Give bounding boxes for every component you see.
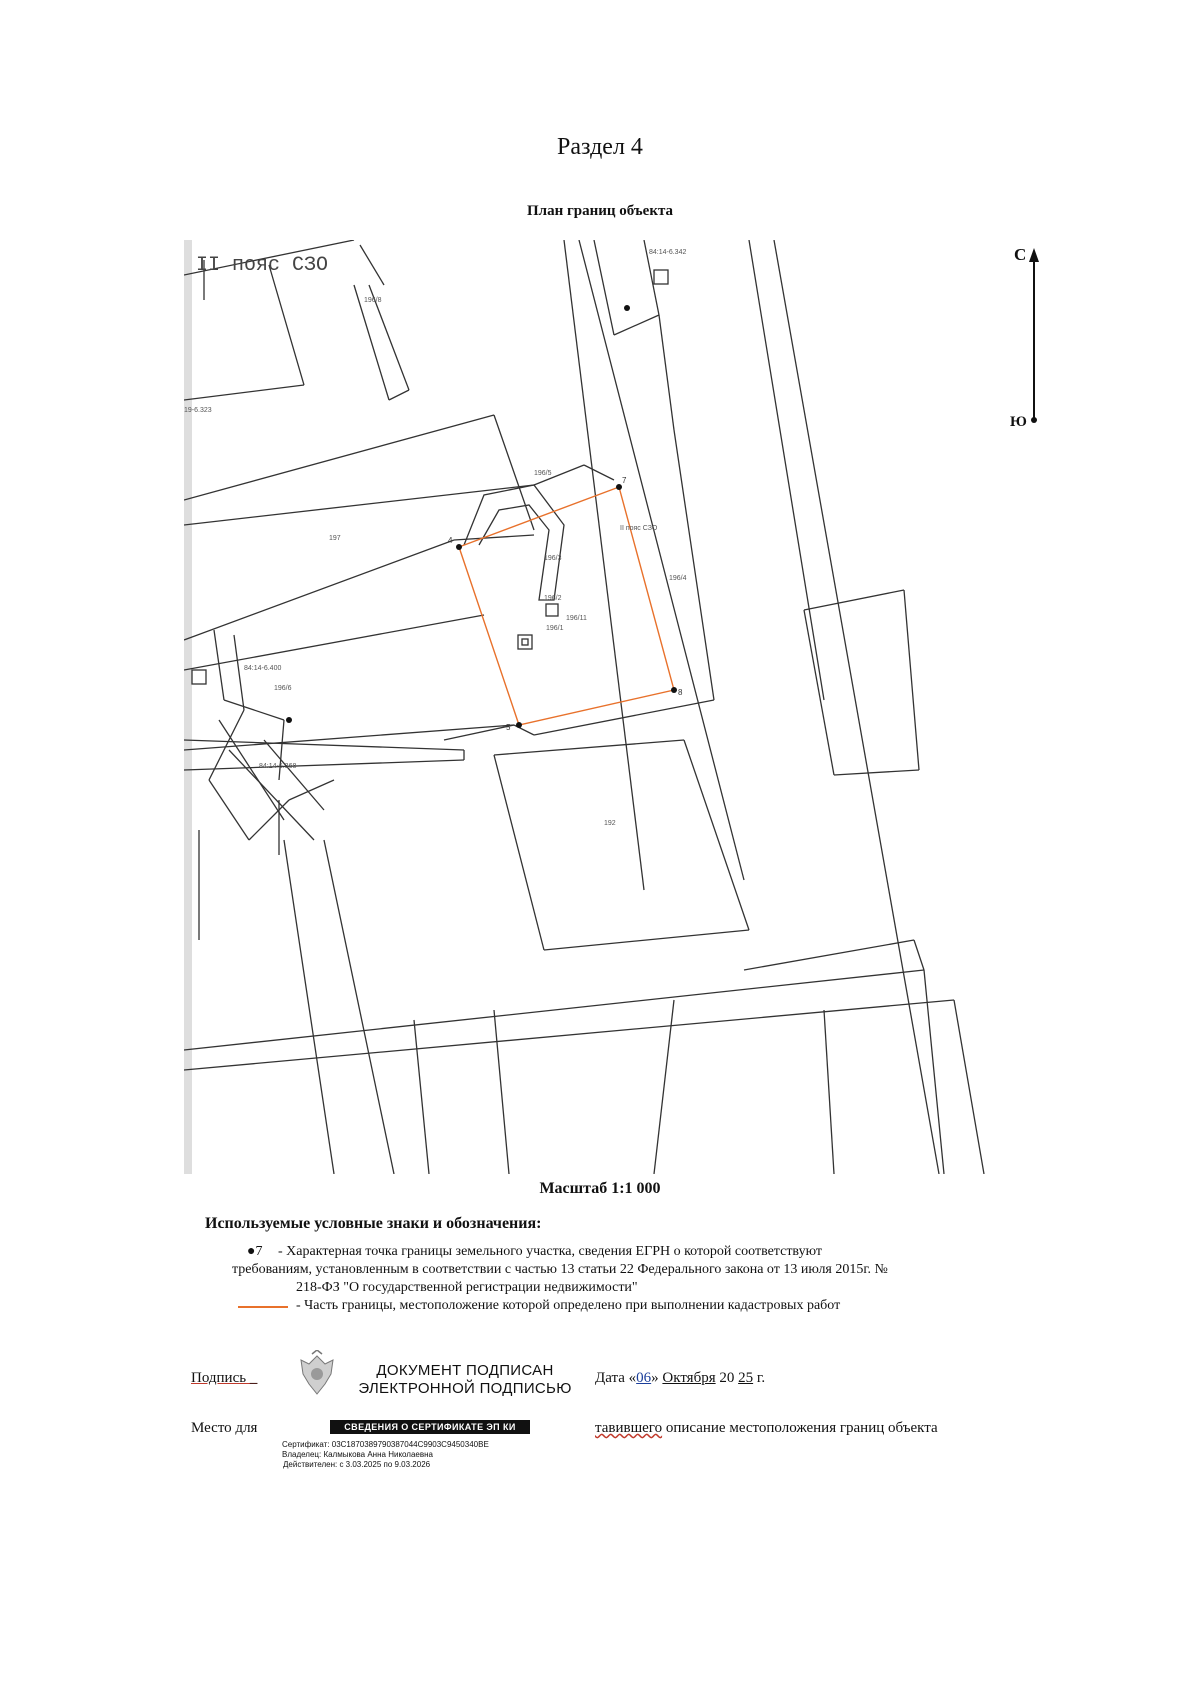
parcel-label: 84:14-6.342 xyxy=(649,249,687,256)
parcel-label: 196/4 xyxy=(669,575,687,582)
cadastral-plan xyxy=(184,240,1050,1174)
legend-item-point: - Характерная точка границы земельного участка, сведения ЕГРН о которой соответствуют xyxy=(278,1244,822,1259)
place-continuation xyxy=(595,1420,938,1437)
legend-heading: Используемые условные знаки и обозначения: xyxy=(205,1215,542,1232)
north-label: С xyxy=(1014,245,1027,264)
scale-label: Масштаб 1:1 000 xyxy=(539,1180,661,1197)
point-marker-symbol: ●7 xyxy=(247,1244,263,1259)
parcel-label: 19-6.323 xyxy=(184,407,212,414)
certificate-validity: Действителен: с 3.03.2025 по 9.03.2026 xyxy=(283,1460,431,1469)
legend-item-point-cont: требованиям, установленным в соответствии с частью 13 статьи 22 Федерального закона от 13 июля 2015г. № xyxy=(232,1262,888,1277)
coat-of-arms-icon xyxy=(295,1350,339,1400)
point-label: 5 xyxy=(506,723,511,732)
boundary-line-symbol xyxy=(238,1306,288,1308)
e-signature-stamp xyxy=(350,1362,580,1398)
zone-label: II пояс СЗО xyxy=(196,254,329,277)
point-label: 4 xyxy=(448,536,453,545)
parcel-label: 192 xyxy=(604,820,616,827)
place-cont-underlined: тавившего xyxy=(595,1420,663,1436)
date-year: 25 xyxy=(738,1370,754,1386)
date-prefix: Дата « xyxy=(595,1370,637,1386)
parcel-label: 196/5 xyxy=(534,470,552,477)
place-cont-rest: описание местоположения границ объекта xyxy=(662,1420,938,1436)
parcel-label: 196/3 xyxy=(544,555,562,562)
parcel-label: 196/6 xyxy=(274,685,292,692)
legend-item-point-cont2: 218-ФЗ "О государственной регистрации недвижимости" xyxy=(296,1280,638,1295)
parcel-label: 196/1 xyxy=(546,625,564,632)
plan-title: План границ объекта xyxy=(526,203,674,219)
date-mid: » xyxy=(651,1370,663,1386)
date-suffix: г. xyxy=(753,1370,766,1386)
parcel-label: 84:14-6.400 xyxy=(244,665,282,672)
e-signature-line-1: ДОКУМЕНТ ПОДПИСАН xyxy=(376,1362,554,1379)
place-label: Место для xyxy=(191,1420,258,1436)
section-title: Раздел 4 xyxy=(557,134,643,160)
certificate-owner: Владелец: Калмыкова Анна Николаевна xyxy=(282,1450,433,1459)
legend-item-boundary: - Часть границы, местоположение которой определено при выполнении кадастровых работ xyxy=(296,1298,841,1313)
signature-label: Подпись _ xyxy=(191,1370,258,1386)
certificate-header: СВЕДЕНИЯ О СЕРТИФИКАТЕ ЭП КИ xyxy=(330,1420,530,1434)
parcel-label: 196/11 xyxy=(566,615,587,622)
point-label: 7 xyxy=(622,476,627,485)
parcel-label: 196/8 xyxy=(364,297,382,304)
parcel-label: 196/2 xyxy=(544,595,562,602)
parcel-label: 197 xyxy=(329,535,341,542)
date-month: Октября xyxy=(662,1370,716,1386)
date-day: 06 xyxy=(636,1370,652,1386)
parcel-label: II пояс СЗО xyxy=(620,525,658,532)
plan-drawing xyxy=(184,240,1050,1174)
point-label: 8 xyxy=(678,688,683,697)
parcel-label: 84:14-6.368 xyxy=(259,763,297,770)
e-signature-line-2: ЭЛЕКТРОННОЙ ПОДПИСЬЮ xyxy=(358,1380,572,1397)
south-label: Ю xyxy=(1010,414,1027,430)
certificate-serial: Сертификат: 03C1870389790387044C9903C9450340BE xyxy=(282,1440,489,1449)
date-year-prefix: 20 xyxy=(715,1370,739,1386)
date-line xyxy=(595,1370,765,1387)
